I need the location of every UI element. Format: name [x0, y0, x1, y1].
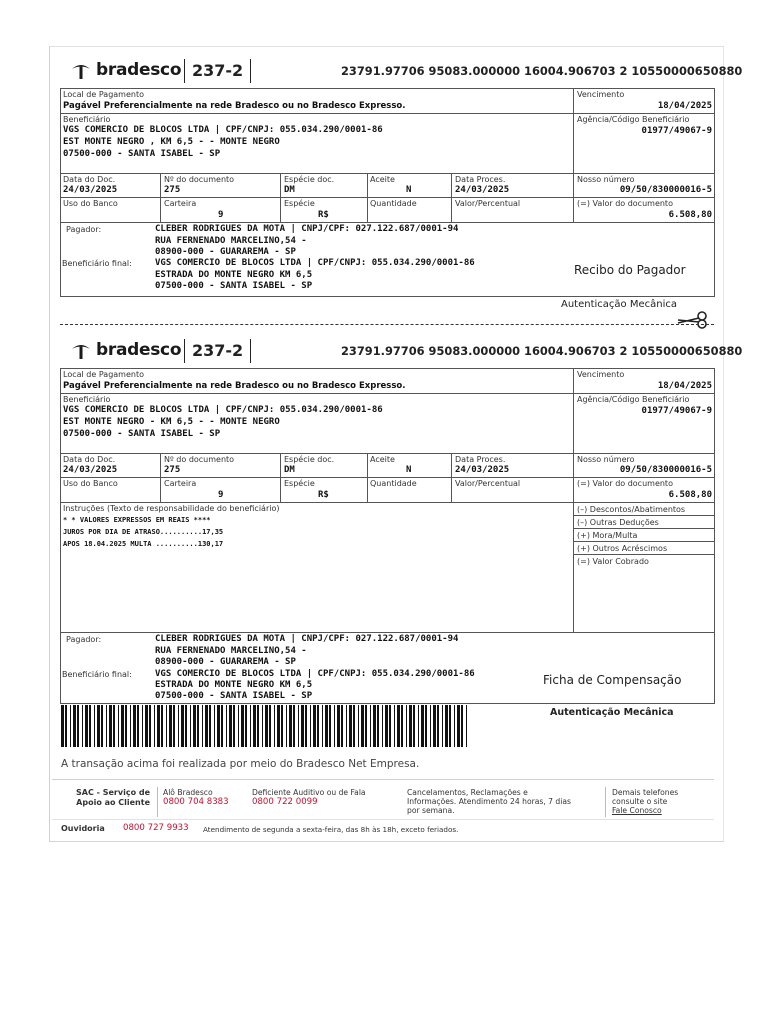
- scissors-icon: [676, 311, 710, 329]
- barcode-bar: [265, 705, 268, 747]
- barcode-bar: [209, 705, 211, 747]
- barcode-bar: [241, 705, 244, 747]
- barcode-bar: [94, 705, 95, 747]
- barcode-bar: [85, 705, 88, 747]
- barcode-bar: [190, 705, 191, 747]
- bank-code: 237-2: [192, 61, 244, 80]
- barcode-bar: [370, 705, 371, 747]
- barcode-bar: [121, 705, 124, 747]
- barcode-bar: [337, 705, 340, 747]
- especie-doc: DM: [284, 185, 295, 195]
- transacao-text: A transação acima foi realizada por meio do Bradesco Net Empresa.: [61, 758, 420, 770]
- especie-bottom: R$: [318, 490, 329, 500]
- ouvidoria-label: Ouvidoria: [61, 824, 105, 833]
- demais-line2: consulte o site: [612, 797, 668, 806]
- ficha-title: Ficha de Compensação: [543, 673, 682, 687]
- barcode-bar: [389, 705, 391, 747]
- beneficiario-line3: 07500-000 - SANTA ISABEL - SP: [63, 149, 221, 159]
- footer-divider: [52, 779, 714, 780]
- nosso-numero: 09/50/830000016-5: [619, 185, 712, 195]
- barcode-bar: [385, 705, 388, 747]
- label-valor-percentual: Valor/Percentual: [455, 199, 521, 208]
- barcode-bar: [341, 705, 343, 747]
- barcode-bar: [178, 705, 179, 747]
- label-especie-doc: Espécie doc.: [284, 175, 335, 184]
- autenticacao-bottom: Autenticação Mecânica: [550, 707, 674, 718]
- label-num-doc: Nº do documento: [164, 175, 235, 184]
- barcode-bar: [382, 705, 383, 747]
- label-agencia: Agência/Código Beneficiário: [577, 395, 690, 404]
- label-especie: Espécie: [284, 479, 315, 488]
- label-instrucoes: Instruções (Texto de responsabilidade do beneficiário): [63, 504, 280, 513]
- label-valor-documento: (=) Valor do documento: [577, 479, 673, 488]
- barcode-bar: [401, 705, 403, 747]
- barcode-bar: [169, 705, 172, 747]
- recibo-title: Recibo do Pagador: [574, 263, 686, 277]
- beneficiario-line1: VGS COMERCIO DE BLOCOS LTDA | CPF/CNPJ: 055.034.290/0001-86: [63, 125, 383, 135]
- fale-conosco-link[interactable]: Fale Conosco: [612, 806, 662, 815]
- label-local-pagamento: Local de Pagamento: [63, 370, 144, 379]
- barcode-bar: [305, 705, 307, 747]
- barcode-bar: [325, 705, 328, 747]
- barcode-bar: [358, 705, 359, 747]
- cancel-line2: Informações. Atendimento 24 horas, 7 dias: [407, 797, 571, 806]
- barcode-bar: [365, 705, 367, 747]
- agencia-bottom: 01977/49067-9: [641, 406, 712, 416]
- label-num-doc: Nº do documento: [164, 455, 235, 464]
- deficiente-phone[interactable]: 0800 722 0099: [252, 797, 318, 807]
- barcode-bar: [418, 705, 419, 747]
- especie-doc-bottom: DM: [284, 465, 295, 475]
- vencimento-bottom: 18/04/2025: [657, 381, 712, 391]
- barcode-bar: [238, 705, 239, 747]
- barcode-bar: [293, 705, 295, 747]
- barcode-bar: [142, 705, 143, 747]
- barcode-bar: [406, 705, 407, 747]
- pagador-line2-bottom: RUA FERNENADO MARCELINO,54 -: [155, 646, 307, 656]
- barcode-bar: [298, 705, 299, 747]
- alo-label: Alô Bradesco: [163, 788, 213, 797]
- label-data-proces: Data Proces.: [455, 455, 506, 464]
- barcode-bar: [137, 705, 139, 747]
- barcode-bar: [322, 705, 323, 747]
- barcode-bar: [281, 705, 283, 747]
- barcode-bar: [457, 705, 460, 747]
- barcode-bar: [445, 705, 448, 747]
- barcode-bar: [274, 705, 275, 747]
- barcode-bar: [154, 705, 155, 747]
- barcode-bar: [262, 705, 263, 747]
- beneficiario-line2: EST MONTE NEGRO , KM 6,5 - - MONTE NEGRO: [63, 137, 280, 147]
- aceite: N: [406, 185, 412, 195]
- label-data-doc: Data do Doc.: [63, 175, 116, 184]
- barcode-bar: [77, 705, 79, 747]
- label-beneficiario-final: Beneficiário final:: [62, 670, 132, 679]
- barcode-bar: [73, 705, 76, 747]
- data-proces: 24/03/2025: [455, 185, 510, 195]
- aceite-bottom: N: [406, 465, 412, 475]
- carteira: 9: [218, 210, 224, 220]
- barcode-bar: [214, 705, 215, 747]
- deficiente-label: Deficiente Auditivo ou de Fala: [252, 788, 366, 797]
- barcode-bar: [317, 705, 319, 747]
- pagador-line3: 08900-000 - GUARAREMA - SP: [155, 247, 296, 257]
- digitable-line: 23791.97706 95083.000000 16004.906703 2 10550000650880: [341, 64, 743, 78]
- label-valor-percentual: Valor/Percentual: [455, 479, 521, 488]
- barcode-bar: [269, 705, 271, 747]
- cancel-line3: por semana.: [407, 806, 455, 815]
- data-proces-bottom: 24/03/2025: [455, 465, 510, 475]
- barcode-bar: [466, 705, 467, 747]
- barcode-bar: [245, 705, 247, 747]
- barcode-bar: [133, 705, 136, 747]
- beneficiario-line3-bottom: 07500-000 - SANTA ISABEL - SP: [63, 429, 221, 439]
- data-doc: 24/03/2025: [63, 185, 118, 195]
- barcode-bar: [373, 705, 376, 747]
- barcode-bar: [173, 705, 175, 747]
- barcode-bar: [334, 705, 335, 747]
- instrucao-line2: JUROS POR DIA DE ATRASO..........17,35: [63, 528, 224, 536]
- barcode-bar: [257, 705, 259, 747]
- label-aceite: Aceite: [370, 455, 395, 464]
- label-beneficiario: Beneficiário: [63, 395, 111, 404]
- label-mora: (+) Mora/Multa: [577, 531, 638, 540]
- demais-line1: Demais telefones: [612, 788, 679, 797]
- barcode-bar: [289, 705, 292, 747]
- label-uso-banco: Uso do Banco: [63, 199, 118, 208]
- barcode-bar: [97, 705, 100, 747]
- barcode-bar: [454, 705, 455, 747]
- barcode-bar: [433, 705, 436, 747]
- benef-final-line1-bottom: VGS COMERCIO DE BLOCOS LTDA | CPF/CNPJ: 055.034.290/0001-86: [155, 669, 475, 679]
- barcode-bar: [301, 705, 304, 747]
- barcode-bar: [166, 705, 167, 747]
- beneficiario-line1-bottom: VGS COMERCIO DE BLOCOS LTDA | CPF/CNPJ: 055.034.290/0001-86: [63, 405, 383, 415]
- local-pagamento-bottom: Pagável Preferencialmente na rede Bradesco ou no Bradesco Expresso.: [63, 381, 406, 391]
- label-data-doc: Data do Doc.: [63, 455, 116, 464]
- label-aceite: Aceite: [370, 175, 395, 184]
- sac-line1: SAC - Serviço de: [76, 788, 150, 797]
- barcode-bar: [205, 705, 208, 747]
- label-nosso-numero: Nosso número: [577, 175, 635, 184]
- cancel-line1: Cancelamentos, Reclamações e: [407, 788, 528, 797]
- instrucao-line3: APOS 18.04.2025 MULTA ..........130,17: [63, 540, 224, 548]
- code-divider: [250, 59, 251, 83]
- sac-divider: [157, 787, 158, 817]
- barcode-bar: [361, 705, 364, 747]
- barcode-bar: [349, 705, 352, 747]
- bank-code-bottom: 237-2: [192, 341, 244, 360]
- bradesco-tree-icon: [70, 59, 92, 81]
- barcode-bar: [202, 705, 203, 747]
- barcode-bar: [197, 705, 199, 747]
- valor-documento: 6.508,80: [668, 210, 712, 220]
- beneficiario-line2-bottom: EST MONTE NEGRO - KM 6,5 - - MONTE NEGRO: [63, 417, 280, 427]
- carteira-bottom: 9: [218, 490, 224, 500]
- especie: R$: [318, 210, 329, 220]
- barcode-bar: [377, 705, 379, 747]
- label-outras-deducoes: (–) Outras Deduções: [577, 518, 659, 527]
- barcode-bar: [313, 705, 316, 747]
- barcode-bar: [437, 705, 439, 747]
- barcode-bar: [461, 705, 463, 747]
- barcode-bar: [226, 705, 227, 747]
- sac-line2: Apoio ao Cliente: [76, 798, 150, 807]
- label-uso-banco: Uso do Banco: [63, 479, 118, 488]
- label-vencimento: Vencimento: [577, 90, 625, 99]
- barcode-bar: [409, 705, 412, 747]
- label-agencia: Agência/Código Beneficiário: [577, 115, 690, 124]
- barcode-bar: [221, 705, 223, 747]
- barcode-bar: [286, 705, 287, 747]
- benef-final-line3-bottom: 07500-000 - SANTA ISABEL - SP: [155, 691, 313, 701]
- ouvidoria-phone[interactable]: 0800 727 9933: [123, 823, 189, 833]
- barcode-bar: [109, 705, 112, 747]
- digitable-line-bottom: 23791.97706 95083.000000 16004.906703 2 10550000650880: [341, 344, 743, 358]
- barcode-bar: [442, 705, 443, 747]
- barcode-bar: [113, 705, 115, 747]
- label-descontos: (–) Descontos/Abatimentos: [577, 505, 686, 514]
- benef-final-line2: ESTRADA DO MONTE NEGRO KM 6,5: [155, 270, 313, 280]
- barcode-bar: [413, 705, 415, 747]
- barcode-bar: [89, 705, 91, 747]
- barcode-bar: [353, 705, 355, 747]
- barcode-bar: [277, 705, 280, 747]
- barcode-bar: [106, 705, 107, 747]
- barcode-bar: [181, 705, 184, 747]
- barcode-bar: [157, 705, 160, 747]
- logo-divider: [184, 339, 185, 363]
- vencimento: 18/04/2025: [657, 101, 712, 111]
- label-pagador: Pagador:: [66, 635, 102, 644]
- barcode-bar: [253, 705, 256, 747]
- label-valor-documento: (=) Valor do documento: [577, 199, 673, 208]
- label-quantidade: Quantidade: [370, 199, 417, 208]
- label-data-proces: Data Proces.: [455, 175, 506, 184]
- barcode-bar: [397, 705, 400, 747]
- footer-divider-2: [52, 819, 714, 820]
- barcode-bar: [130, 705, 131, 747]
- label-beneficiario: Beneficiário: [63, 115, 111, 124]
- barcode-bar: [250, 705, 251, 747]
- barcode-bar: [394, 705, 395, 747]
- label-quantidade: Quantidade: [370, 479, 417, 488]
- barcode-bar: [346, 705, 347, 747]
- barcode-bar: [193, 705, 196, 747]
- barcode-bar: [82, 705, 83, 747]
- benef-final-line2-bottom: ESTRADA DO MONTE NEGRO KM 6,5: [155, 680, 313, 690]
- valor-documento-bottom: 6.508,80: [668, 490, 712, 500]
- barcode-bar: [125, 705, 127, 747]
- ouvidoria-text: Atendimento de segunda a sexta-feira, das 8h às 18h, exceto feriados.: [203, 825, 459, 834]
- autenticacao-top: Autenticação Mecânica: [561, 299, 677, 310]
- bank-name: bradesco: [96, 60, 182, 80]
- instrucao-line1: * * VALORES EXPRESSOS EM REAIS ****: [63, 516, 211, 524]
- barcode-bar: [70, 705, 71, 747]
- label-carteira: Carteira: [164, 479, 197, 488]
- barcode-bar: [61, 705, 64, 747]
- label-local-pagamento: Local de Pagamento: [63, 90, 144, 99]
- barcode-bar: [430, 705, 431, 747]
- barcode-bar: [185, 705, 187, 747]
- alo-phone[interactable]: 0800 704 8383: [163, 797, 229, 807]
- label-outros-acrescimos: (+) Outros Acréscimos: [577, 544, 668, 553]
- label-especie: Espécie: [284, 199, 315, 208]
- barcode-bar: [65, 705, 67, 747]
- label-carteira: Carteira: [164, 199, 197, 208]
- num-doc: 275: [164, 185, 181, 195]
- num-doc-bottom: 275: [164, 465, 181, 475]
- label-pagador: Pagador:: [66, 225, 102, 234]
- barcode-bar: [161, 705, 163, 747]
- benef-final-line3: 07500-000 - SANTA ISABEL - SP: [155, 281, 313, 291]
- bradesco-tree-icon: [70, 339, 92, 361]
- label-especie-doc: Espécie doc.: [284, 455, 335, 464]
- barcode-bar: [229, 705, 232, 747]
- barcode: [61, 705, 471, 747]
- cut-line: [60, 324, 714, 325]
- pagador-line2: RUA FERNENADO MARCELINO,54 -: [155, 236, 307, 246]
- bradesco-logo-bottom: [70, 339, 181, 361]
- local-pagamento: Pagável Preferencialmente na rede Bradesco ou no Bradesco Expresso.: [63, 101, 406, 111]
- barcode-bar: [310, 705, 311, 747]
- code-divider: [250, 339, 251, 363]
- barcode-bar: [145, 705, 148, 747]
- barcode-bar: [329, 705, 331, 747]
- bank-name: bradesco: [96, 340, 182, 360]
- logo-divider: [184, 59, 185, 83]
- barcode-bar: [425, 705, 427, 747]
- agencia: 01977/49067-9: [641, 126, 712, 136]
- barcode-bar: [421, 705, 424, 747]
- barcode-bar: [233, 705, 235, 747]
- pagador-line1-bottom: CLEBER RODRIGUES DA MOTA | CNPJ/CPF: 027.122.687/0001-94: [155, 634, 459, 644]
- benef-final-line1: VGS COMERCIO DE BLOCOS LTDA | CPF/CNPJ: 055.034.290/0001-86: [155, 258, 475, 268]
- label-vencimento: Vencimento: [577, 370, 625, 379]
- label-beneficiario-final: Beneficiário final:: [62, 259, 132, 268]
- demais-divider: [605, 787, 606, 817]
- barcode-bar: [118, 705, 119, 747]
- label-nosso-numero: Nosso número: [577, 455, 635, 464]
- barcode-bar: [217, 705, 220, 747]
- barcode-bar: [101, 705, 103, 747]
- pagador-line3-bottom: 08900-000 - GUARAREMA - SP: [155, 657, 296, 667]
- barcode-bar: [449, 705, 451, 747]
- nosso-numero-bottom: 09/50/830000016-5: [619, 465, 712, 475]
- bradesco-logo: [70, 59, 181, 81]
- data-doc-bottom: 24/03/2025: [63, 465, 118, 475]
- barcode-bar: [149, 705, 151, 747]
- pagador-line1: CLEBER RODRIGUES DA MOTA | CNPJ/CPF: 027.122.687/0001-94: [155, 224, 459, 234]
- label-valor-cobrado: (=) Valor Cobrado: [577, 557, 649, 566]
